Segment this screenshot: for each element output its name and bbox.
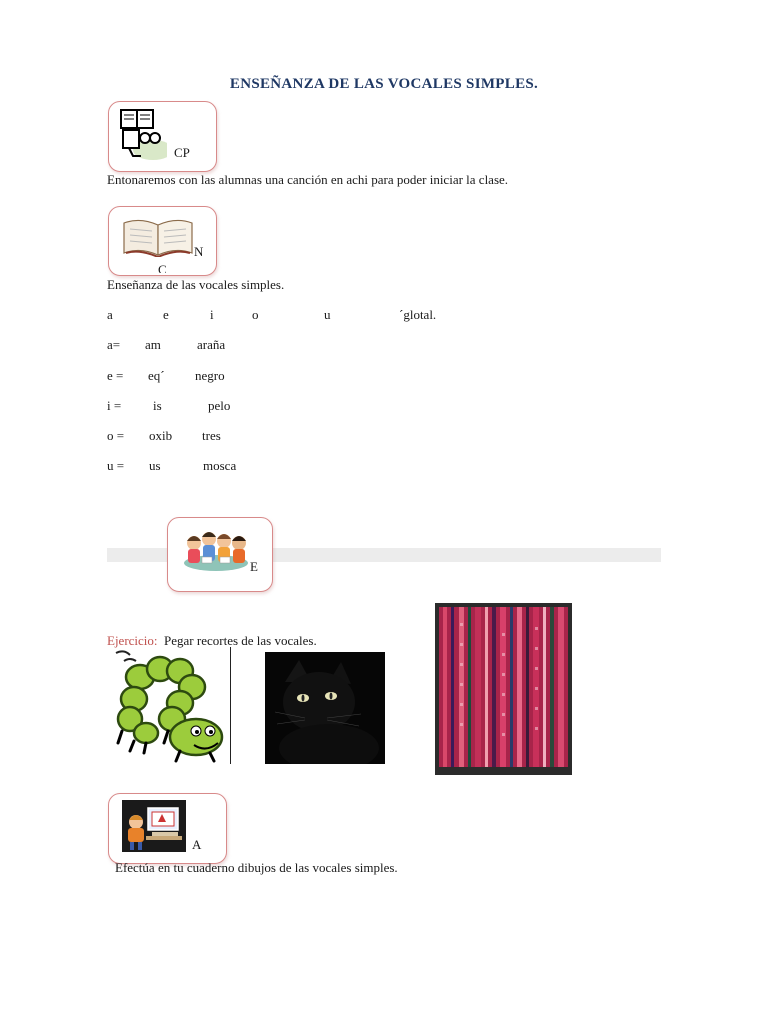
vowel-row-label: o = <box>107 428 125 443</box>
cp-label: CP <box>174 145 190 160</box>
nc-label-c: C <box>158 262 167 273</box>
vowel-row-i <box>0 398 768 414</box>
vowel-a: a <box>107 307 113 322</box>
vowel-row-label: u = <box>107 458 125 473</box>
vowel-row-word2: pelo <box>208 398 231 413</box>
vowel-i: i <box>210 307 214 322</box>
vowel-row-word1: oxib <box>149 428 173 443</box>
vowel-row-word2: negro <box>195 368 225 383</box>
vowel-row-e <box>0 368 768 384</box>
nc-label-n: N <box>194 244 204 259</box>
vowel-row-label: i = <box>107 398 122 413</box>
a-text: Efectúa en tu cuaderno dibujos de las vocales simples. <box>115 860 398 875</box>
vowel-row-label: e = <box>107 368 124 383</box>
vowel-glotal: ´glotal. <box>399 307 437 322</box>
vowel-row-a <box>0 337 768 353</box>
vowel-o: o <box>252 307 259 322</box>
exercise-label: Ejercicio: <box>107 633 158 648</box>
vowel-row-o <box>0 428 768 444</box>
book-reader-icon <box>119 108 167 160</box>
vowel-row-u <box>0 458 768 474</box>
vowel-u: u <box>324 307 331 322</box>
vowel-row-word2: araña <box>197 337 226 352</box>
caterpillar-image <box>110 647 231 764</box>
a-icon-box <box>108 793 227 864</box>
black-cat-image <box>265 652 385 764</box>
exercise-text: Pegar recortes de las vocales. <box>164 633 317 648</box>
vowel-row-word2: mosca <box>203 458 237 473</box>
e-icon-box <box>167 517 273 592</box>
open-book-icon <box>122 215 194 257</box>
cp-icon-box <box>108 101 217 172</box>
student-computer-icon <box>122 800 186 852</box>
a-label: A <box>192 837 202 852</box>
vowel-row-word1: us <box>149 458 161 473</box>
vowel-row-word2: tres <box>202 428 221 443</box>
e-label: E <box>250 559 258 574</box>
nc-text: Enseñanza de las vocales simples. <box>107 277 285 292</box>
nc-icon-box <box>108 206 217 276</box>
textile-image <box>435 603 572 775</box>
vowel-row-word1: am <box>145 337 161 352</box>
vowel-e: e <box>163 307 169 322</box>
vowels-header-row <box>0 307 768 323</box>
children-group-icon <box>182 527 250 573</box>
cp-text: Entonaremos con las alumnas una canción en achi para poder iniciar la clase. <box>107 172 509 187</box>
vowel-row-word1: is <box>153 398 162 413</box>
vowel-row-label: a= <box>107 337 121 352</box>
page-title: ENSEÑANZA DE LAS VOCALES SIMPLES. <box>229 76 539 92</box>
vowel-row-word1: eq´ <box>148 368 165 383</box>
